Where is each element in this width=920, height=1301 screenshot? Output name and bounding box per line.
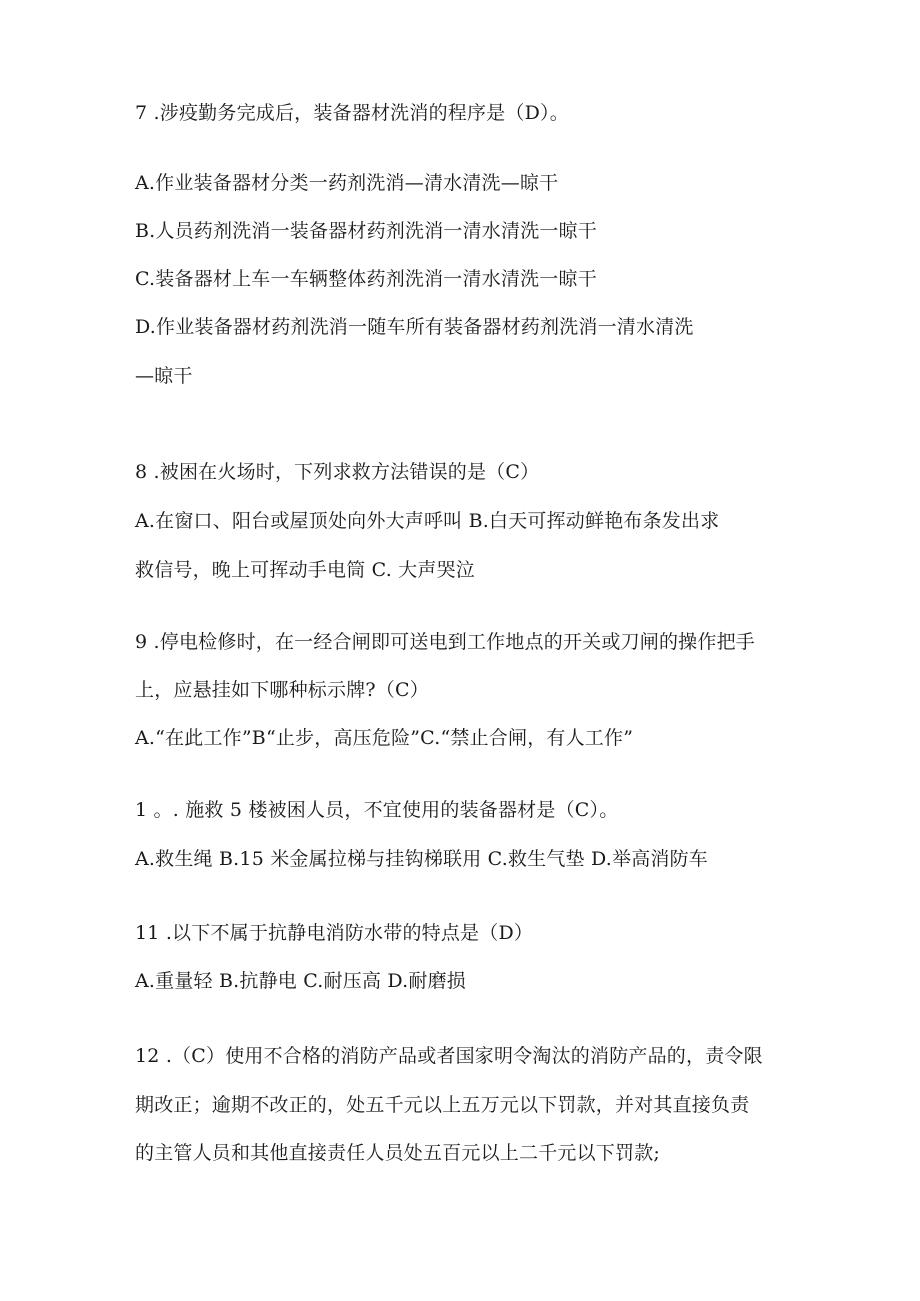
question-7-option-b: B.人员药剂洗消一装备器材药剂洗消一清水清洗一晾干 [135, 220, 598, 242]
question-11-options: A.重量轻 B.抗静电 C.耐压高 D.耐磨损 [135, 970, 466, 992]
question-7-option-a: A.作业装备器材分类一药剂洗消—清水清洗—晾干 [135, 172, 559, 194]
question-12-stem-cont-2: 的主管人员和其他直接责任人员处五百元以上二千元以下罚款; [135, 1142, 661, 1164]
question-7-stem: 7 .涉疫勤务完成后，装备器材洗消的程序是（D）。 [135, 102, 569, 124]
question-8-stem: 8 .被困在火场时，下列求救方法错误的是（C） [135, 461, 540, 483]
question-10-options: A.救生绳 B.15 米金属拉梯与挂钩梯联用 C.救生气垫 D.举高消防车 [135, 848, 708, 870]
question-9-options: A.“在此工作”B“止步，高压危险”C.“禁止合闸，有人工作” [135, 727, 634, 749]
question-8-options: A.在窗口、阳台或屋顶处向外大声呼叫 B.白天可挥动鲜艳布条发出求 [135, 510, 720, 532]
question-7-option-c: C.装备器材上车一车辆整体药剂洗消一清水清洗一晾干 [135, 268, 597, 290]
question-7-option-d: D.作业装备器材药剂洗消一随车所有装备器材药剂洗消一清水清洗 [135, 316, 694, 338]
question-12-stem: 12 .（C）使用不合格的消防产品或者国家明令淘汰的消防产品的，责令限 [135, 1045, 763, 1067]
question-8-options-cont: 救信号，晚上可挥动手电筒 C. 大声哭泣 [135, 559, 475, 581]
question-7-option-d-cont: —晾干 [135, 365, 193, 387]
question-10-stem: 1 。. 施救 5 楼被困人员，不宜使用的装备器材是（C）。 [135, 799, 619, 821]
question-12-stem-cont-1: 期改正；逾期不改正的，处五千元以上五万元以下罚款，并对其直接负责 [135, 1094, 750, 1116]
question-9-stem: 9 .停电检修时，在一经合闸即可送电到工作地点的开关或刀闸的操作把手 [135, 631, 755, 653]
question-11-stem: 11 .以下不属于抗静电消防水带的特点是（D） [135, 922, 534, 944]
question-9-stem-cont: 上，应悬挂如下哪种标示牌?（C） [135, 679, 429, 701]
